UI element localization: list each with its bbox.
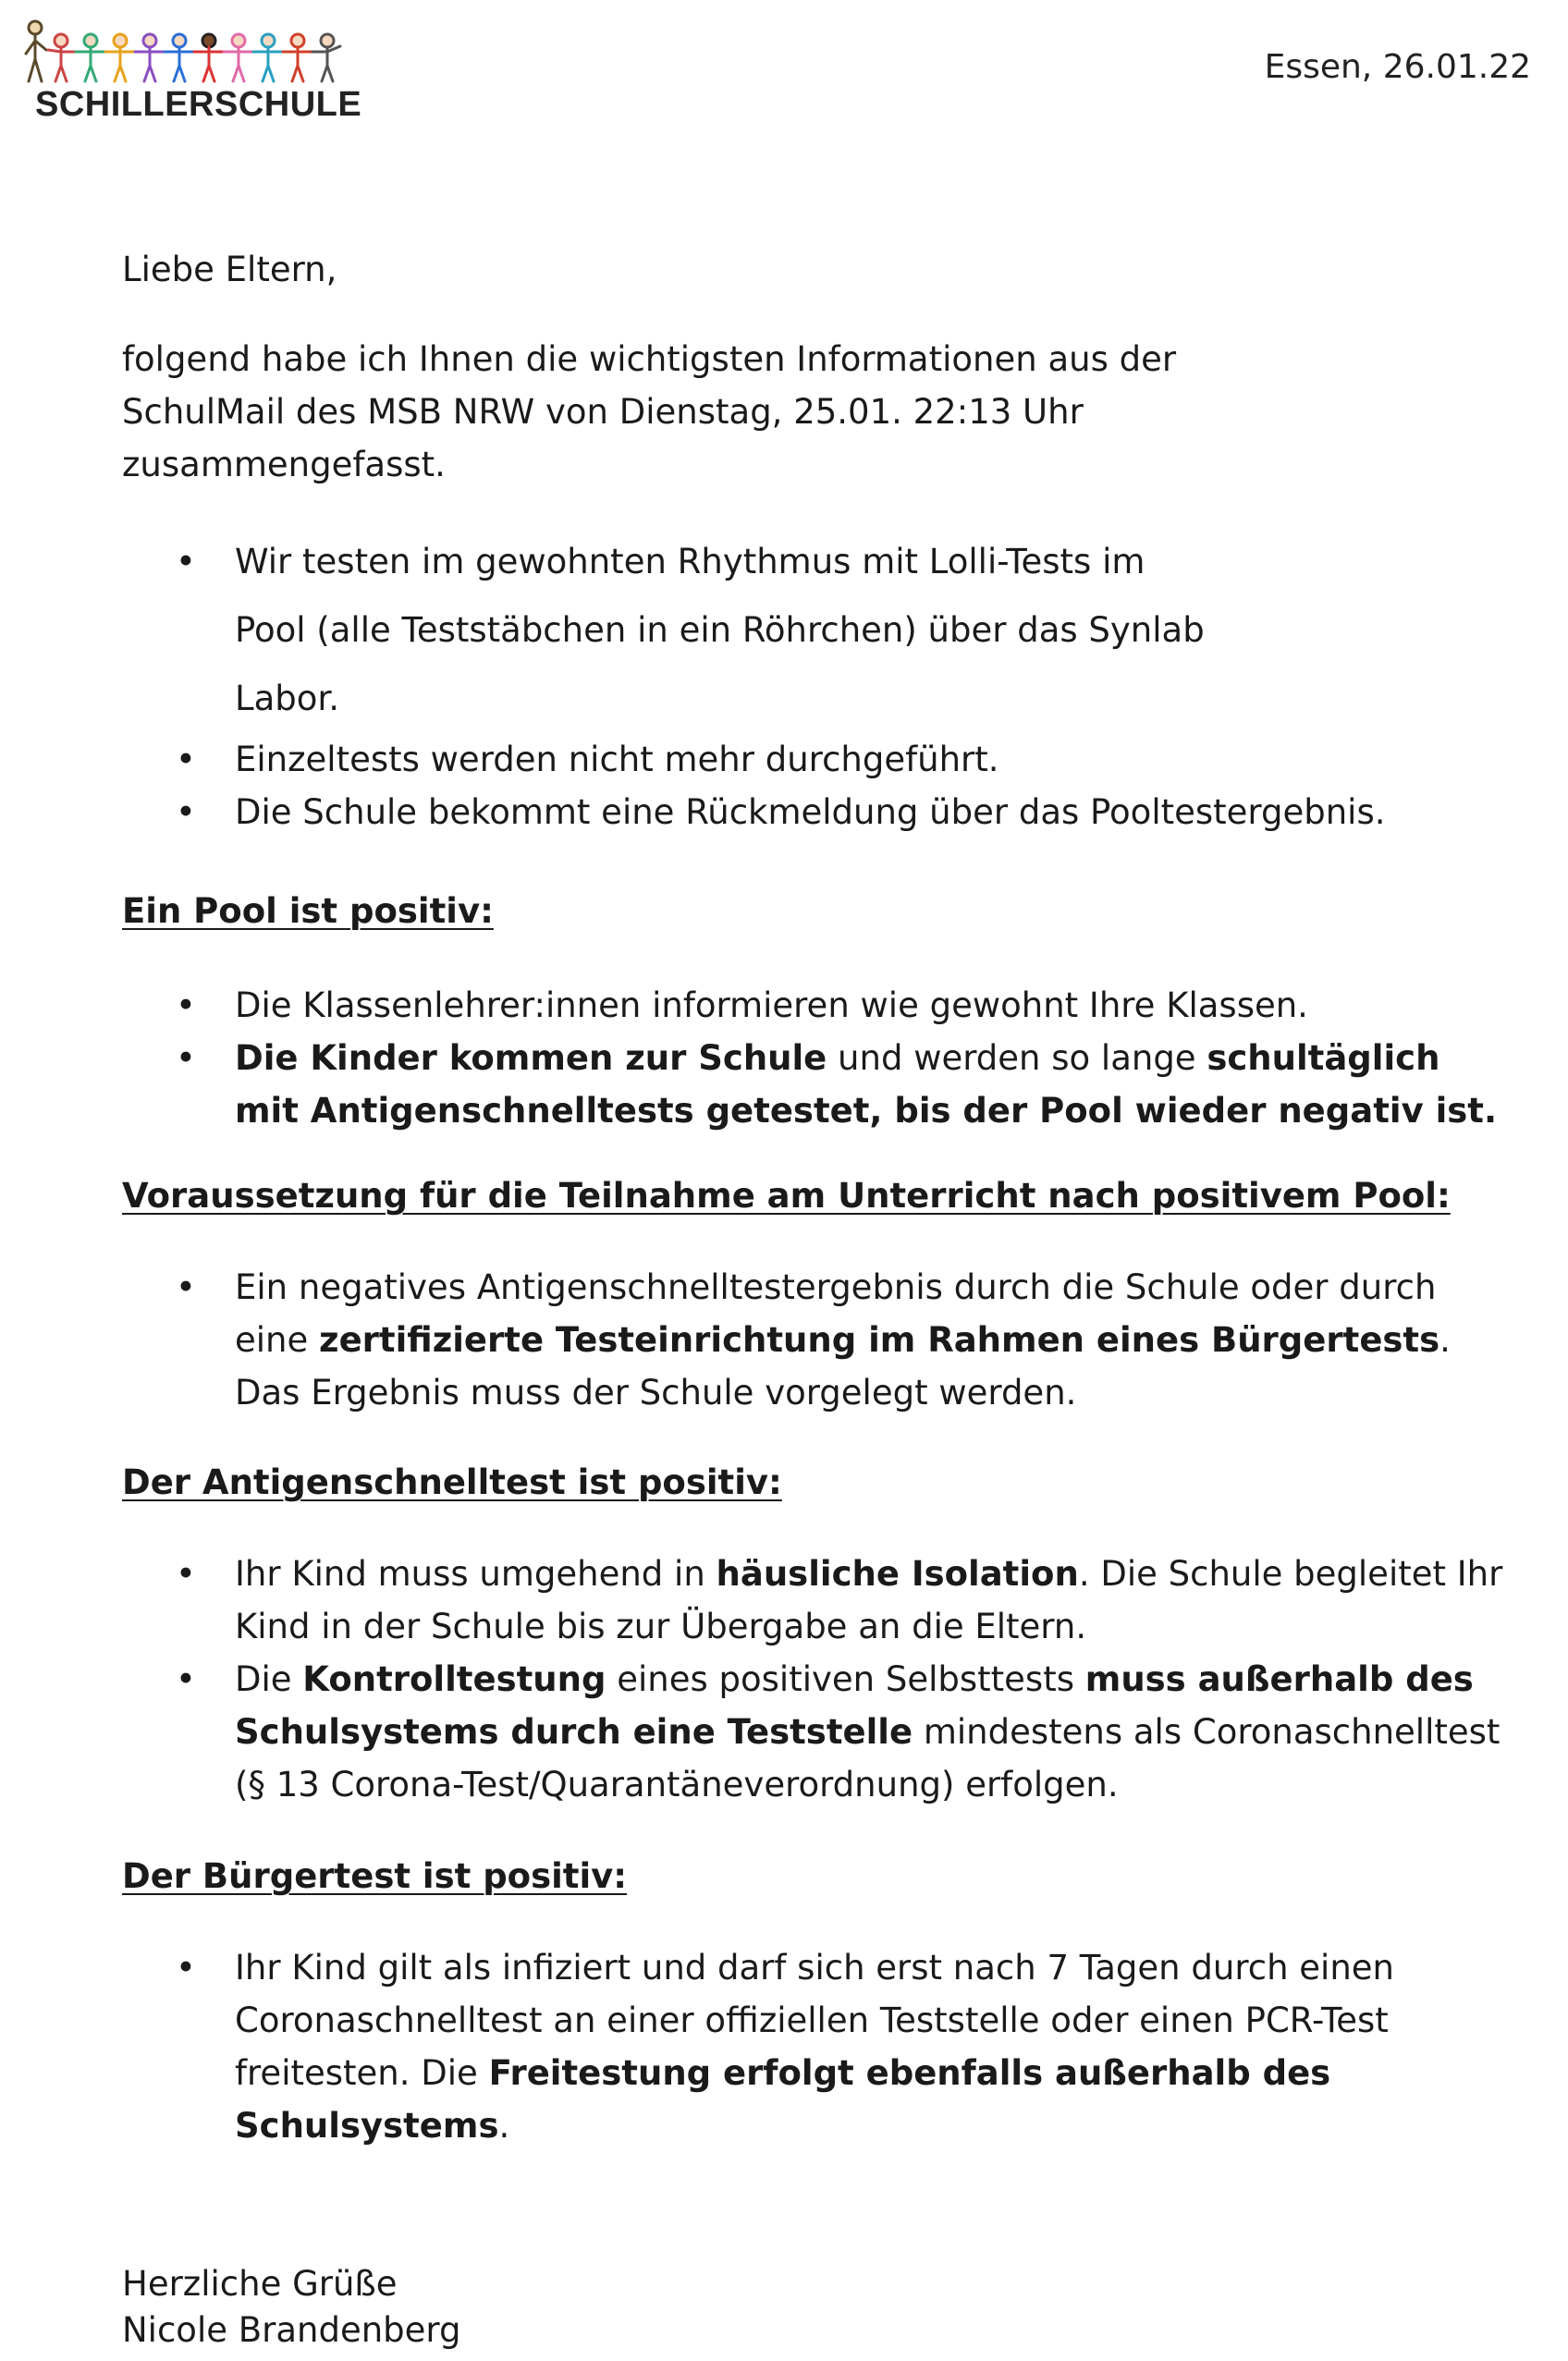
requirement-list: [122, 1261, 1509, 1419]
bold-text: zertifizierte Testeinrichtung im Rahmen eines Bürgertests: [319, 1320, 1440, 1360]
children-figures-icon: [17, 13, 368, 87]
text: mindestens als Coronaschnelltest (§ 13 Corona-Test/Quarantäneverordnung) erfolgen.: [235, 1712, 1501, 1804]
list-item: • Einzeltests werden nicht mehr durchgeführt.: [122, 733, 1509, 786]
list-item: [122, 1653, 1509, 1811]
school-logo: [17, 13, 368, 128]
text: . Die Schule begleitet Ihr Kind in der Schule bis zur Übergabe an die Eltern.: [235, 1554, 1503, 1646]
text: Ein negatives Antigenschnelltestergebnis durch die Schule oder durch eine: [235, 1267, 1437, 1360]
bold-text: Freitestung erfolgt ebenfalls außerhalb des Schulsystems: [235, 2053, 1331, 2146]
section-heading-requirement: Voraussetzung für die Teilnahme am Unterricht nach positivem Pool:: [122, 1176, 1451, 1216]
letter-date: Essen, 26.01.22: [1264, 48, 1531, 86]
text: und werden so lange: [827, 1038, 1207, 1078]
text: .: [1439, 1320, 1451, 1360]
section-heading-antigen-positive: Der Antigenschnelltest ist positiv:: [122, 1462, 782, 1502]
list-item: [122, 1032, 1509, 1137]
text: eines positiven Selbsttests: [606, 1659, 1085, 1699]
signature-name: Nicole Brandenberg: [122, 2310, 461, 2350]
intro-paragraph: folgend habe ich Ihnen die wichtigsten Informationen aus der SchulMail des MSB NRW von Dienstag, 25.01. 22:13 Uhr zusammengefasst.: [122, 339, 1177, 484]
text: Ihr Kind gilt als infiziert und darf sich erst nach 7 Tagen durch einen Coronaschnelltest an einer offiziellen Teststelle oder einen PCR-Test freitesten. Die: [235, 1948, 1394, 2093]
letter-body: [122, 243, 1509, 2354]
list-item: • Wir testen im gewohnten Rhythmus mit Lolli-Tests im Pool (alle Teststäbchen in ein Röhrchen) über das Synlab Labor.: [122, 528, 1215, 733]
list-item: [122, 1547, 1509, 1653]
list-item: • Die Schule bekommt eine Rückmeldung über das Pooltestergebnis.: [122, 786, 1509, 838]
closing-block: [122, 2261, 1509, 2354]
text: Ihr Kind muss umgehend in: [235, 1554, 717, 1594]
bold-text: Die Kinder kommen zur Schule: [235, 1038, 827, 1078]
closing-greeting: Herzliche Grüße: [122, 2264, 398, 2304]
list-item: [122, 1941, 1509, 2152]
bold-text: muss außerhalb des Schulsystems durch eine Teststelle: [235, 1659, 1474, 1752]
bold-text: häusliche Isolation: [716, 1554, 1079, 1594]
antigen-positive-list: [122, 1547, 1509, 1811]
section-heading-pool-positive: Ein Pool ist positiv:: [122, 891, 494, 931]
list-item: • Die Klassenlehrer:innen informieren wie gewohnt Ihre Klassen.: [122, 979, 1509, 1032]
section-heading-citizen-positive: Der Bürgertest ist positiv:: [122, 1856, 628, 1896]
general-points-list: [122, 528, 1509, 838]
pool-positive-list: [122, 979, 1509, 1137]
greeting: Liebe Eltern,: [122, 250, 337, 289]
text: Das Ergebnis muss der Schule vorgelegt werden.: [235, 1373, 1077, 1413]
list-item: [122, 1261, 1509, 1419]
text: Die: [235, 1659, 303, 1699]
citizen-positive-list: [122, 1941, 1509, 2152]
text: .: [498, 2106, 510, 2146]
bold-text: Kontrolltestung: [302, 1659, 606, 1699]
school-name: SCHILLERSCHULE: [35, 85, 362, 124]
bold-text: schultäglich mit Antigenschnelltests getestet, bis der Pool wieder negativ ist.: [235, 1038, 1498, 1131]
